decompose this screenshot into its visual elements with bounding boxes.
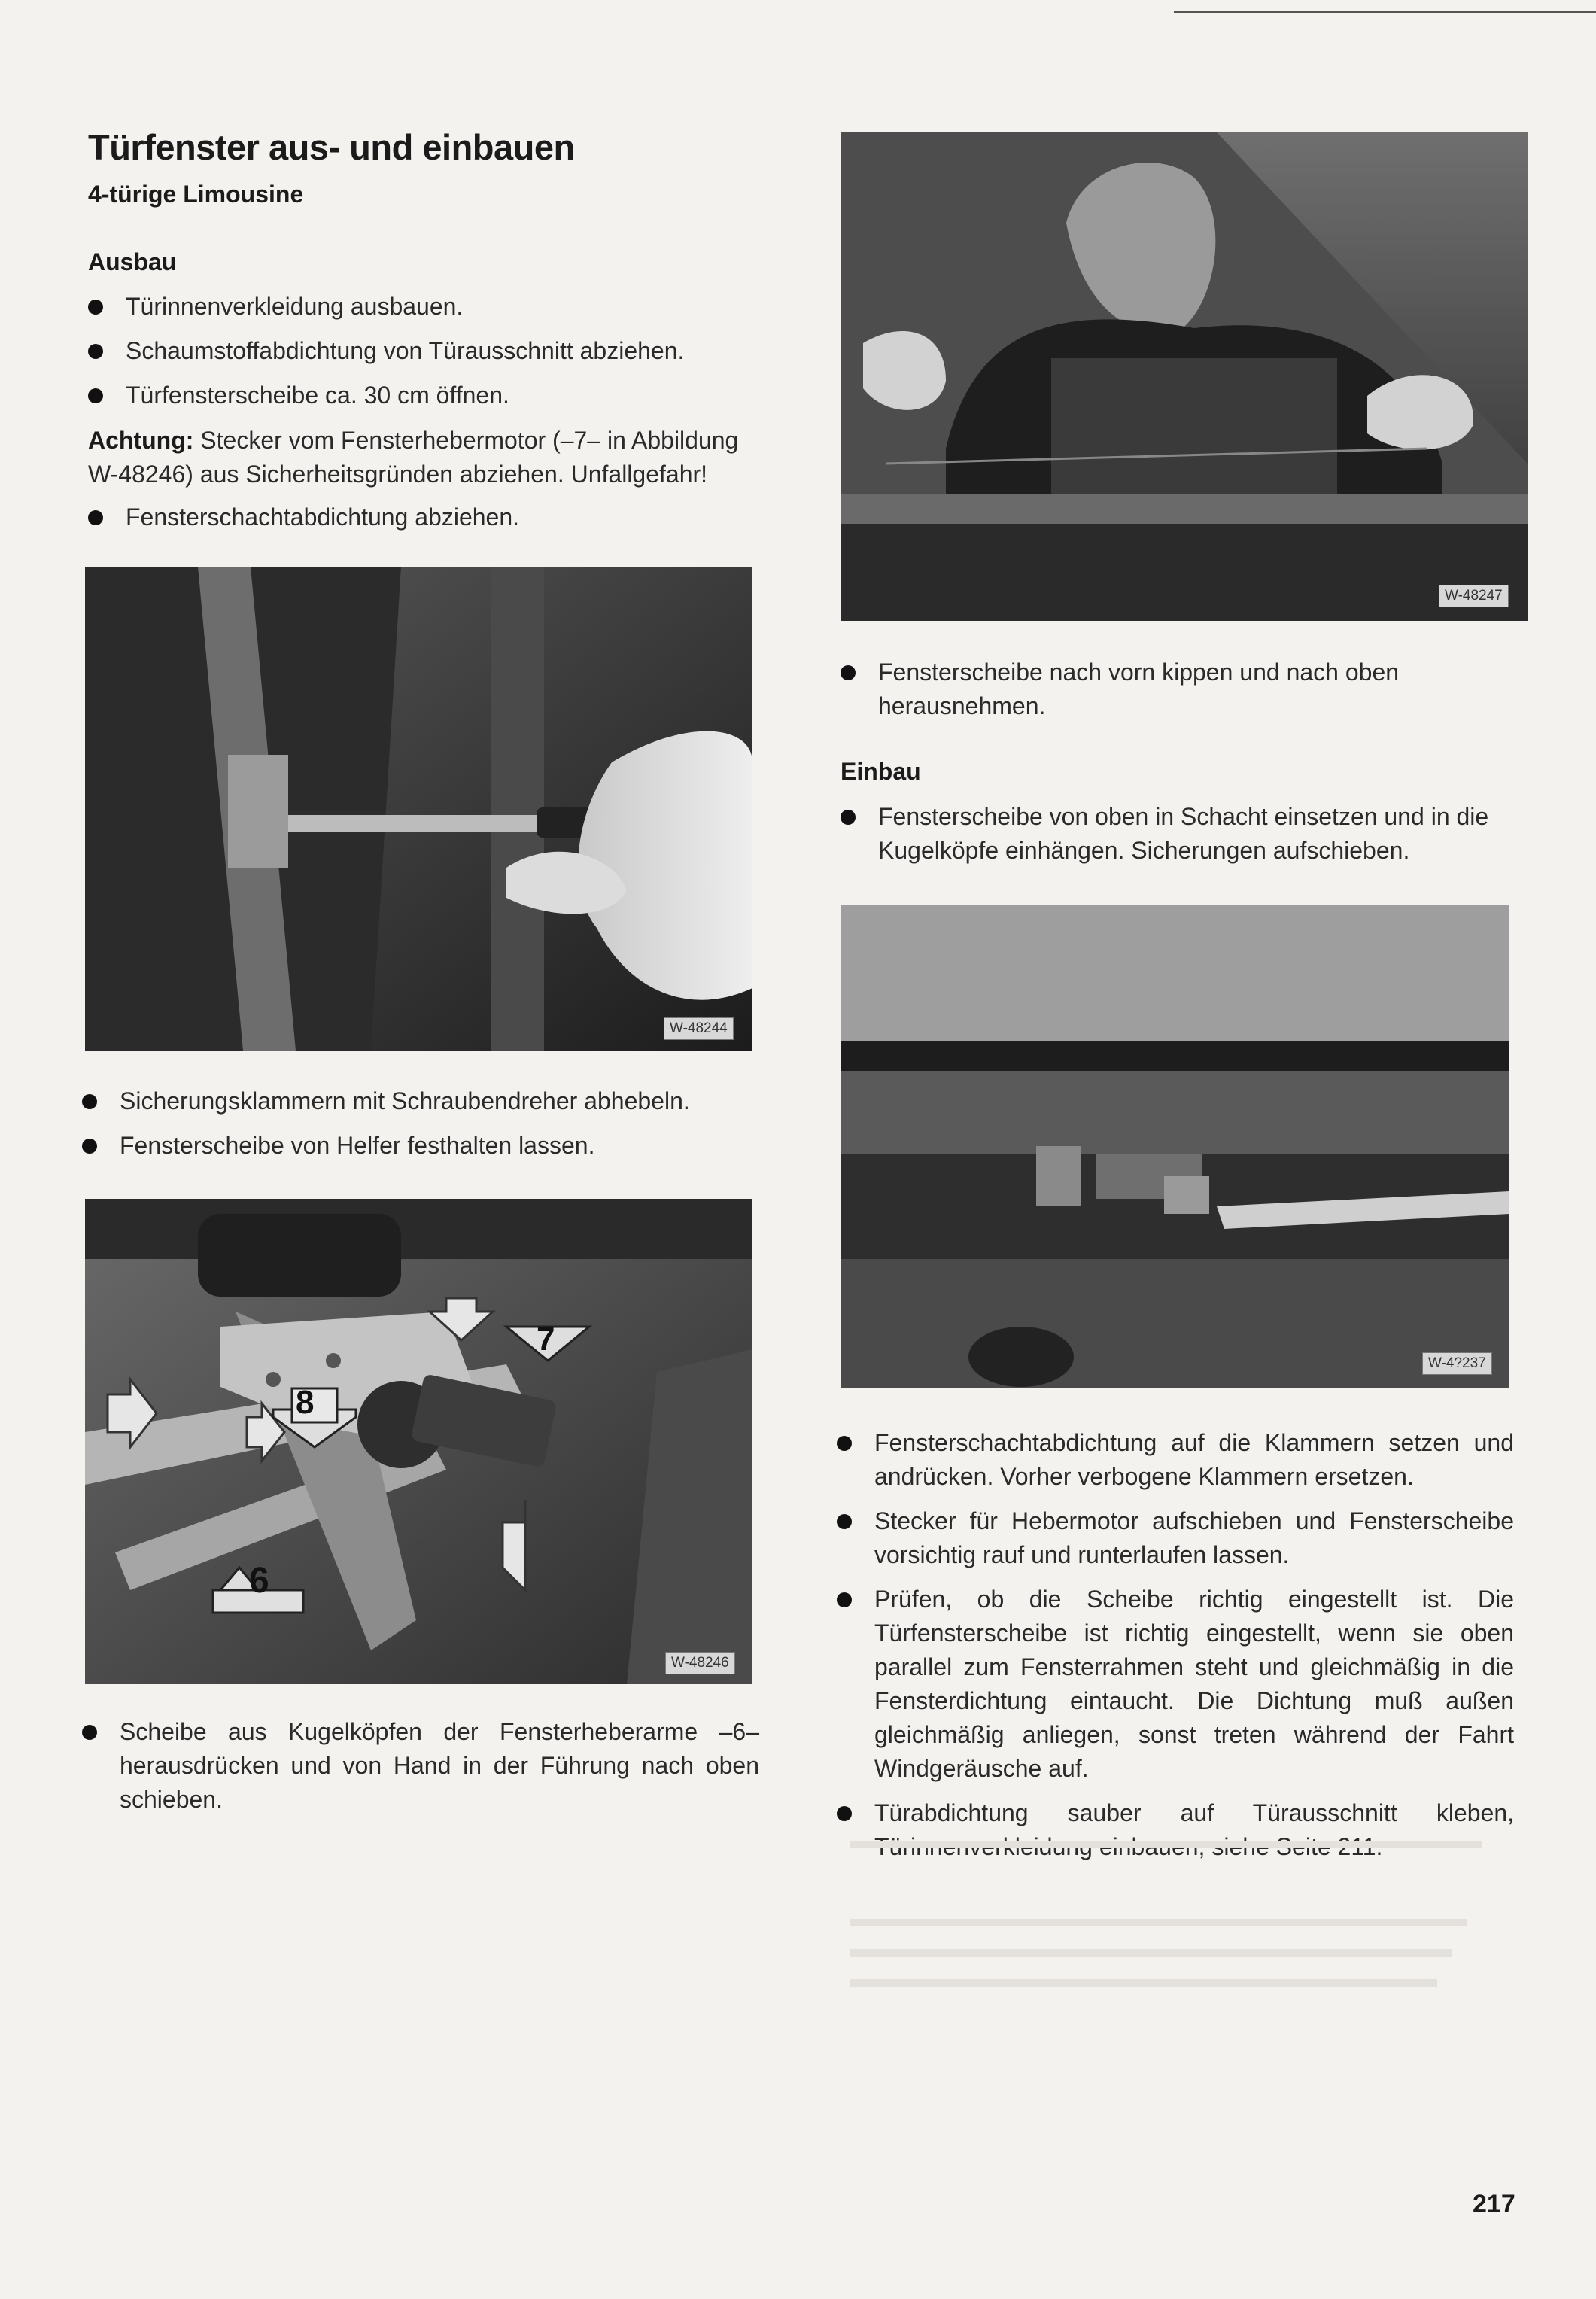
list-item: Scheibe aus Kugelköpfen der Fensterheberarme –6– herausdrücken und von Hand in der Führung nach oben schieben. [82, 1715, 759, 1817]
bullet-icon [82, 1094, 97, 1109]
bleed-through-line [850, 1949, 1452, 1957]
ausbau-steps-2 [88, 500, 765, 545]
bullet-icon [82, 1139, 97, 1154]
callout-6: 6 [249, 1561, 269, 1601]
ausbau-steps-5 [841, 655, 1518, 734]
ausbau-steps-4 [82, 1715, 759, 1827]
bullet-icon [88, 388, 103, 403]
list-item: Stecker für Hebermotor aufschieben und Fensterscheibe vorsichtig rauf und runterlaufen lassen. [837, 1504, 1514, 1572]
warning-text: Stecker vom Fensterhebermotor (–7– in Abbildung W-48246) aus Sicherheitsgründen abziehen. Unfallgefahr! [88, 427, 739, 488]
photo-screwdriver-clip [85, 567, 752, 1051]
list-item: Türfensterscheibe ca. 30 cm öffnen. [88, 379, 765, 412]
warning-label: Achtung: [88, 427, 194, 454]
photo-remove-window [841, 132, 1528, 621]
bullet-icon [837, 1806, 852, 1821]
figure-label: W-48244 [664, 1017, 734, 1040]
photo-seal-clips [841, 905, 1509, 1388]
list-item: Schaumstoffabdichtung von Türausschnitt abziehen. [88, 334, 765, 368]
top-rule [1174, 11, 1596, 13]
list-item: Fensterscheibe von Helfer festhalten lassen. [82, 1129, 759, 1163]
bullet-icon [88, 344, 103, 359]
bullet-icon [841, 810, 856, 825]
list-item: Fensterscheibe von oben in Schacht einsetzen und in die Kugelköpfe einhängen. Sicherungen aufschieben. [841, 800, 1518, 868]
photo-window-regulator [85, 1199, 752, 1684]
ausbau-heading: Ausbau [88, 248, 177, 275]
list-item: Fensterscheibe nach vorn kippen und nach oben herausnehmen. [841, 655, 1518, 723]
list-item: Fensterschachtabdichtung abziehen. [88, 500, 765, 534]
figure-label: W-48247 [1439, 585, 1509, 607]
ausbau-steps [88, 290, 765, 423]
bullet-icon [837, 1592, 852, 1607]
figure-label: W-4?237 [1422, 1352, 1492, 1375]
page-subtitle: 4-türige Limousine [88, 181, 304, 208]
bullet-icon [841, 665, 856, 680]
einbau-heading: Einbau [841, 758, 921, 785]
callout-8: 8 [296, 1384, 315, 1421]
list-item: Fensterschachtabdichtung auf die Klammern setzen und andrücken. Vorher verbogene Klammern ersetzen. [837, 1426, 1514, 1494]
bullet-icon [88, 510, 103, 525]
einbau-steps-2 [837, 1426, 1514, 1875]
page-number: 217 [1473, 2190, 1515, 2218]
list-item: Türinnenverkleidung ausbauen. [88, 290, 765, 324]
bullet-icon [82, 1725, 97, 1740]
bullet-icon [837, 1514, 852, 1529]
bullet-icon [88, 300, 103, 315]
bleed-through-line [850, 1979, 1437, 1987]
figure-label: W-48246 [665, 1652, 735, 1674]
page-title: Türfenster aus- und einbauen [88, 127, 575, 167]
callout-7: 7 [537, 1321, 555, 1358]
bleed-through-line [850, 1841, 1482, 1848]
bleed-through-line [850, 1919, 1467, 1926]
list-item: Prüfen, ob die Scheibe richtig eingestellt ist. Die Türfensterscheibe ist richtig eingestellt, wenn sie oben parallel zum Fensterrahmen steht und gleichmäßig in die Fensterdichtung eintaucht. Die Dichtung muß außen gleichmäßig anliegen, sonst treten während der Fahrt Windgeräusche auf. [837, 1583, 1514, 1786]
bullet-icon [837, 1436, 852, 1451]
list-item: Sicherungsklammern mit Schraubendreher abhebeln. [82, 1084, 759, 1118]
list-item: Türabdichtung sauber auf Türausschnitt kleben, [837, 1796, 1514, 1864]
ausbau-steps-3 [82, 1084, 759, 1173]
warning-paragraph [88, 424, 769, 491]
einbau-steps [841, 800, 1518, 878]
